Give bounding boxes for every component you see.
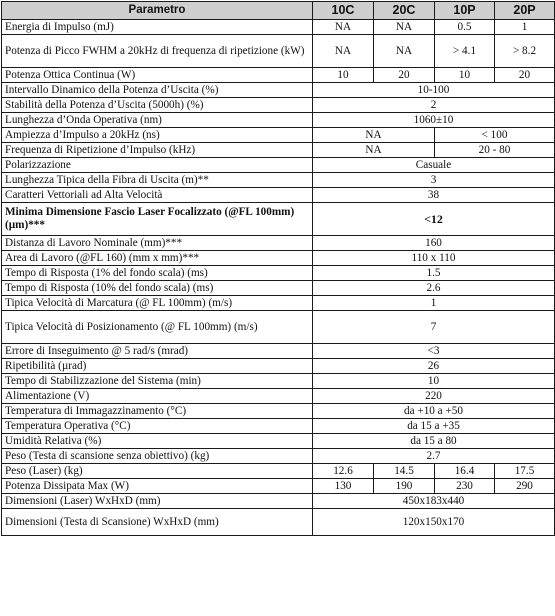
table-row: [2, 509, 555, 536]
header-param: Parametro: [2, 2, 313, 20]
row-label: Tempo di Risposta (10% del fondo scala) (ms): [2, 281, 313, 296]
row-value: 16.4: [435, 464, 495, 479]
row-value: 190: [374, 479, 435, 494]
row-value: <3: [313, 344, 555, 359]
table-row: [2, 344, 555, 359]
row-value: da 15 a 80: [313, 434, 555, 449]
row-label: Lunghezza d’Onda Operativa (nm): [2, 113, 313, 128]
row-value: <12: [313, 203, 555, 236]
row-value: NA: [374, 20, 435, 35]
row-label: Potenza Ottica Continua (W): [2, 68, 313, 83]
header-row: [2, 2, 555, 20]
row-value: 14.5: [374, 464, 435, 479]
row-label: Potenza di Picco FWHM a 20kHz di frequenza di ripetizione (kW): [2, 35, 313, 68]
row-value: da 15 a +35: [313, 419, 555, 434]
row-label: Energia di Impulso (mJ): [2, 20, 313, 35]
row-value: 160: [313, 236, 555, 251]
table-row: [2, 434, 555, 449]
row-value: 1: [313, 296, 555, 311]
table-row: [2, 203, 555, 236]
row-label: Peso (Laser) (kg): [2, 464, 313, 479]
table-row: [2, 389, 555, 404]
row-label: Intervallo Dinamico della Potenza d’Uscita (%): [2, 83, 313, 98]
row-label: Temperatura di Immagazzinamento (°C): [2, 404, 313, 419]
table-row: [2, 158, 555, 173]
row-label: Tempo di Stabilizzazione del Sistema (min): [2, 374, 313, 389]
row-label: Peso (Testa di scansione senza obiettivo) (kg): [2, 449, 313, 464]
row-value: 130: [313, 479, 374, 494]
header-model-10p: 10P: [435, 2, 495, 20]
row-value: 38: [313, 188, 555, 203]
row-value: 17.5: [495, 464, 555, 479]
row-label: Frequenza di Ripetizione d’Impulso (kHz): [2, 143, 313, 158]
row-label: Tipica Velocità di Marcatura (@ FL 100mm) (m/s): [2, 296, 313, 311]
table-row: [2, 494, 555, 509]
row-value-p: < 100: [435, 128, 555, 143]
row-value: 1: [495, 20, 555, 35]
row-value: 10: [313, 374, 555, 389]
row-value: 0.5: [435, 20, 495, 35]
table-row: [2, 68, 555, 83]
row-value: 220: [313, 389, 555, 404]
row-value: 26: [313, 359, 555, 374]
row-value: 20: [374, 68, 435, 83]
row-value: 450x183x440: [313, 494, 555, 509]
row-value: > 8.2: [495, 35, 555, 68]
row-label: Temperatura Operativa (°C): [2, 419, 313, 434]
row-value: da +10 a +50: [313, 404, 555, 419]
row-value-c: NA: [313, 128, 435, 143]
row-value: 120x150x170: [313, 509, 555, 536]
row-label: Distanza di Lavoro Nominale (mm)***: [2, 236, 313, 251]
row-value: 1060±10: [313, 113, 555, 128]
row-label: Tempo di Risposta (1% del fondo scala) (ms): [2, 266, 313, 281]
table-row: [2, 479, 555, 494]
spec-table: [1, 1, 555, 536]
header-model-10c: 10C: [313, 2, 374, 20]
table-row: [2, 20, 555, 35]
table-row: [2, 419, 555, 434]
table-row: [2, 374, 555, 389]
row-value: 2.7: [313, 449, 555, 464]
row-label: Umidità Relativa (%): [2, 434, 313, 449]
row-label: Area di Lavoro (@FL 160) (mm x mm)***: [2, 251, 313, 266]
header-model-20p: 20P: [495, 2, 555, 20]
table-row: [2, 311, 555, 344]
row-value: 3: [313, 173, 555, 188]
row-value-p: 20 - 80: [435, 143, 555, 158]
row-value: 2.6: [313, 281, 555, 296]
table-row: [2, 188, 555, 203]
table-row: [2, 83, 555, 98]
row-value: NA: [374, 35, 435, 68]
table-row: [2, 143, 555, 158]
row-label: Dimensioni (Laser) WxHxD (mm): [2, 494, 313, 509]
row-label: Caratteri Vettoriali ad Alta Velocità: [2, 188, 313, 203]
row-value: 20: [495, 68, 555, 83]
row-value: 10: [313, 68, 374, 83]
row-label: Lunghezza Tipica della Fibra di Uscita (m)**: [2, 173, 313, 188]
row-label: Minima Dimensione Fascio Laser Focalizzato (@FL 100mm) (µm)***: [2, 203, 313, 236]
row-value: NA: [313, 20, 374, 35]
row-value: 2: [313, 98, 555, 113]
table-row: [2, 464, 555, 479]
header-model-20c: 20C: [374, 2, 435, 20]
row-value-c: NA: [313, 143, 435, 158]
row-label: Errore di Inseguimento @ 5 rad/s (mrad): [2, 344, 313, 359]
table-row: [2, 236, 555, 251]
table-row: [2, 296, 555, 311]
table-row: [2, 35, 555, 68]
row-value: 290: [495, 479, 555, 494]
row-label: Alimentazione (V): [2, 389, 313, 404]
table-row: [2, 113, 555, 128]
table-row: [2, 98, 555, 113]
row-label: Ampiezza d’Impulso a 20kHz (ns): [2, 128, 313, 143]
row-value: 110 x 110: [313, 251, 555, 266]
table-row: [2, 404, 555, 419]
table-row: [2, 128, 555, 143]
row-label: Tipica Velocità di Posizionamento (@ FL 100mm) (m/s): [2, 311, 313, 344]
row-value: 10-100: [313, 83, 555, 98]
table-row: [2, 251, 555, 266]
row-value: 1.5: [313, 266, 555, 281]
table-row: [2, 173, 555, 188]
table-row: [2, 449, 555, 464]
row-value: > 4.1: [435, 35, 495, 68]
row-value: 7: [313, 311, 555, 344]
row-label: Potenza Dissipata Max (W): [2, 479, 313, 494]
row-value: NA: [313, 35, 374, 68]
row-value: 12.6: [313, 464, 374, 479]
row-label: Stabilità della Potenza d’Uscita (5000h) (%): [2, 98, 313, 113]
row-value: 230: [435, 479, 495, 494]
table-row: [2, 359, 555, 374]
row-value: 10: [435, 68, 495, 83]
table-row: [2, 266, 555, 281]
row-label: Dimensioni (Testa di Scansione) WxHxD (mm): [2, 509, 313, 536]
row-label: Polarizzazione: [2, 158, 313, 173]
row-label: Ripetibilità (µrad): [2, 359, 313, 374]
row-value: Casuale: [313, 158, 555, 173]
table-row: [2, 281, 555, 296]
